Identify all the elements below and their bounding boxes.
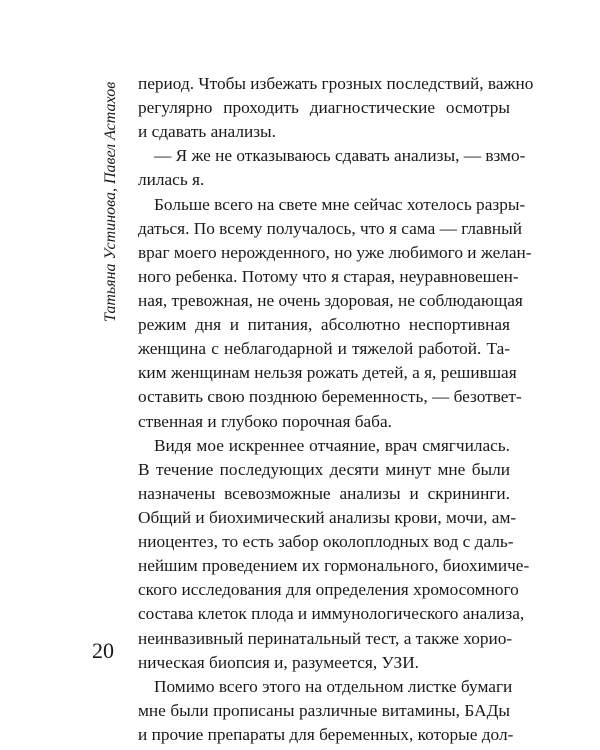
running-head: Татьяна Устинова, Павел Астахов [102, 81, 119, 322]
text-line: Больше всего на свете мне сейчас хотелось разры- [154, 194, 526, 214]
text-line: Общий и биохимический анализы крови, мочи, ам- [138, 507, 517, 527]
text-line: назначены всевозможные анализы и скрининги. [138, 483, 510, 503]
text-line: — Я же не отказываюсь сдавать анализы, — взмо- [154, 146, 526, 166]
text-line: ского исследования для определения хромосомного [138, 580, 519, 600]
text-line: период. Чтобы избежать грозных последствий, важно [138, 74, 534, 93]
text-line: мне были прописаны различные витамины, БАДы [138, 700, 510, 720]
body-text [138, 72, 534, 747]
text-line: В течение последующих десяти минут мне были [138, 459, 510, 479]
text-line: и сдавать анализы. [138, 122, 276, 142]
text-line: оставить свою позднюю беременность, — безответ- [138, 387, 522, 407]
text-line: режим дня и питания, абсолютно неспортивная [138, 315, 510, 335]
text-line: Помимо всего этого на отдельном листке бумаги [154, 676, 513, 696]
text-line: и прочие препараты для беременных, которые дол- [138, 724, 514, 744]
text-line: ственная и глубоко порочная баба. [138, 411, 392, 431]
text-line: ниоцентез, то есть забор околоплодных вод с даль- [138, 532, 514, 552]
text-line: неинвазивный перинатальный тест, а также хорио- [138, 628, 513, 648]
text-line: ного ребенка. Потому что я старая, неуравновешен- [138, 266, 519, 286]
text-line: ная, тревожная, не очень здоровая, не соблюдающая [138, 290, 523, 310]
text-line: даться. По всему получалось, что я сама — главный [138, 218, 522, 238]
text-line: Видя мое искреннее отчаяние, врач смягчилась. [154, 435, 510, 455]
page-number: 20 [92, 638, 114, 663]
text-line: лилась я. [138, 170, 205, 190]
text-line: ким женщинам нельзя рожать детей, а я, решившая [138, 363, 517, 383]
text-line: регулярно проходить диагностические осмотры [138, 98, 510, 118]
text-line: ническая биопсия и, разумеется, УЗИ. [138, 652, 419, 672]
text-line: женщина с неблагодарной и тяжелой работой. Та- [138, 339, 510, 359]
text-line: враг моего нерожденного, но уже любимого и желан- [138, 242, 532, 262]
text-line: состава клеток плода и иммунологического анализа, [138, 604, 525, 624]
text-line: нейшим проведением их гормонального, биохимиче- [138, 556, 530, 576]
